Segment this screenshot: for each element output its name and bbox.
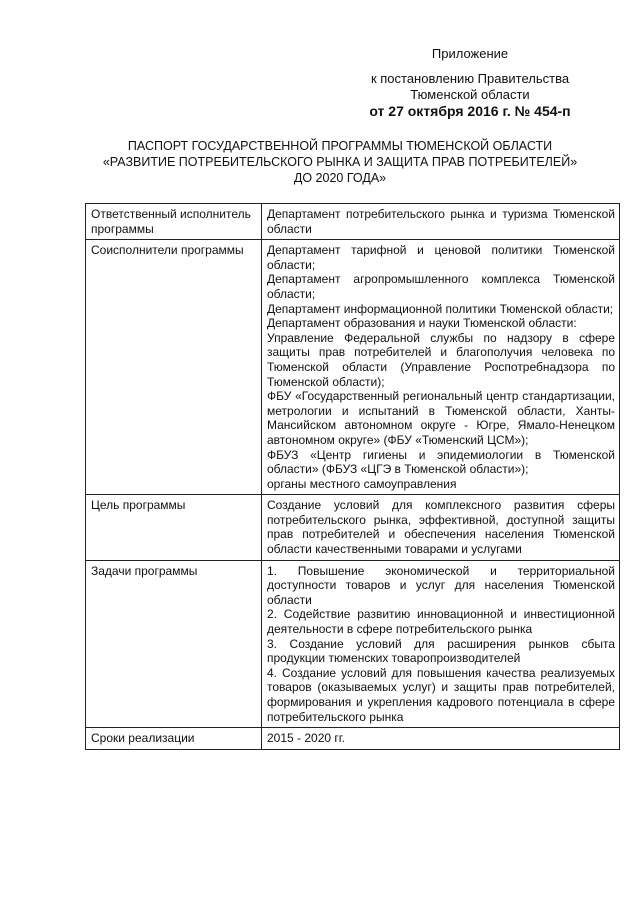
- row-label: Задачи программы: [91, 563, 198, 578]
- passport-table-body: [86, 204, 620, 750]
- row-label-cell: [86, 560, 262, 728]
- row-value-cell: [262, 204, 620, 240]
- row-value-paragraph: Управление Федеральной службы по надзору в сфере защиты прав потребителей и благополучия человека по Тюменской области (Управление Роспотребнадзора по Тюменской области);: [267, 330, 615, 389]
- title-line-3: ДО 2020 ГОДА»: [293, 171, 387, 185]
- row-value-paragraph: Департамент информационной политики Тюменской области;: [267, 301, 614, 316]
- row-value-paragraph: 1. Повышение экономической и территориальной доступности товаров и услуг для населения Тюменской области: [267, 563, 615, 607]
- row-label-cell: [86, 204, 262, 240]
- table-row: [86, 495, 620, 560]
- title-line-2: «РАЗВИТИЕ ПОТРЕБИТЕЛЬСКОГО РЫНКА И ЗАЩИТА ПРАВ ПОТРЕБИТЕЛЕЙ»: [102, 155, 578, 169]
- row-label-cell: [86, 728, 262, 750]
- row-value-cell: [262, 728, 620, 750]
- row-value-paragraph: органы местного самоуправления: [267, 476, 457, 491]
- table-row: [86, 204, 620, 240]
- row-value-paragraph: 2. Содействие развитию инновационной и инвестиционной деятельности в сфере потребительского рынка: [267, 607, 615, 637]
- row-label: Цель программы: [91, 498, 186, 513]
- row-label: Ответственный исполнитель программы: [91, 207, 251, 236]
- row-label: Сроки реализации: [91, 731, 195, 746]
- resolution-block: [340, 71, 600, 119]
- row-value-cell: [262, 240, 620, 495]
- row-value-paragraph: 4. Создание условий для повышения качества реализуемых товаров (оказываемых услуг) и защиты прав потребителей, формирования и укрепления кадрового потенциала в сфере потребительского рынка: [267, 665, 615, 724]
- title-line-1: ПАСПОРТ ГОСУДАРСТВЕННОЙ ПРОГРАММЫ ТЮМЕНСКОЙ ОБЛАСТИ: [127, 139, 553, 153]
- row-value-paragraph: ФБУЗ «Центр гигиены и эпидемиологии в Тюменской области» (ФБУЗ «ЦГЭ в Тюменской области»);: [267, 447, 615, 477]
- table-row: [86, 240, 620, 495]
- row-value-paragraph: 2015 - 2020 гг.: [267, 731, 346, 746]
- row-value-paragraph: 3. Создание условий для расширения рынков сбыта продукции тюменских товаропроизводителей: [267, 636, 615, 666]
- document-title: [60, 138, 620, 186]
- row-value-paragraph: Департамент образования и науки Тюменской области:: [267, 316, 577, 331]
- row-value-paragraph: ФБУ «Государственный региональный центр стандартизации, метрологии и испытаний в Тюменской области, Ханты-Мансийском автономном округе - Югре, Ямало-Ненецком автономном округе» (ФБУ «Тюменский ЦСМ»);: [267, 389, 615, 447]
- appendix-block: [340, 46, 600, 62]
- row-value-paragraph: Департамент агропромышленного комплекса Тюменской области;: [267, 272, 615, 301]
- row-label-cell: [86, 240, 262, 495]
- passport-table: [85, 203, 620, 750]
- resolution-line-2: Тюменской области: [410, 87, 530, 102]
- resolution-date-number: от 27 октября 2016 г. № 454-п: [369, 103, 571, 119]
- row-label-cell: [86, 495, 262, 560]
- table-row: [86, 560, 620, 728]
- appendix-label: Приложение: [431, 46, 509, 61]
- row-value-cell: [262, 495, 620, 560]
- row-label: Соисполнители программы: [91, 243, 244, 258]
- row-value-paragraph: Создание условий для комплексного развития сферы потребительского рынка, эффективной, доступной защиты прав потребителей и обеспечения населения Тюменской области качественными товарами и услугами: [267, 498, 615, 557]
- row-value-cell: [262, 560, 620, 728]
- table-row: [86, 728, 620, 750]
- resolution-line-1: к постановлению Правительства: [370, 71, 570, 86]
- row-value-paragraph: Департамент потребительского рынка и туризма Тюменской области: [267, 207, 615, 236]
- row-value-paragraph: Департамент тарифной и ценовой политики Тюменской области;: [267, 243, 615, 272]
